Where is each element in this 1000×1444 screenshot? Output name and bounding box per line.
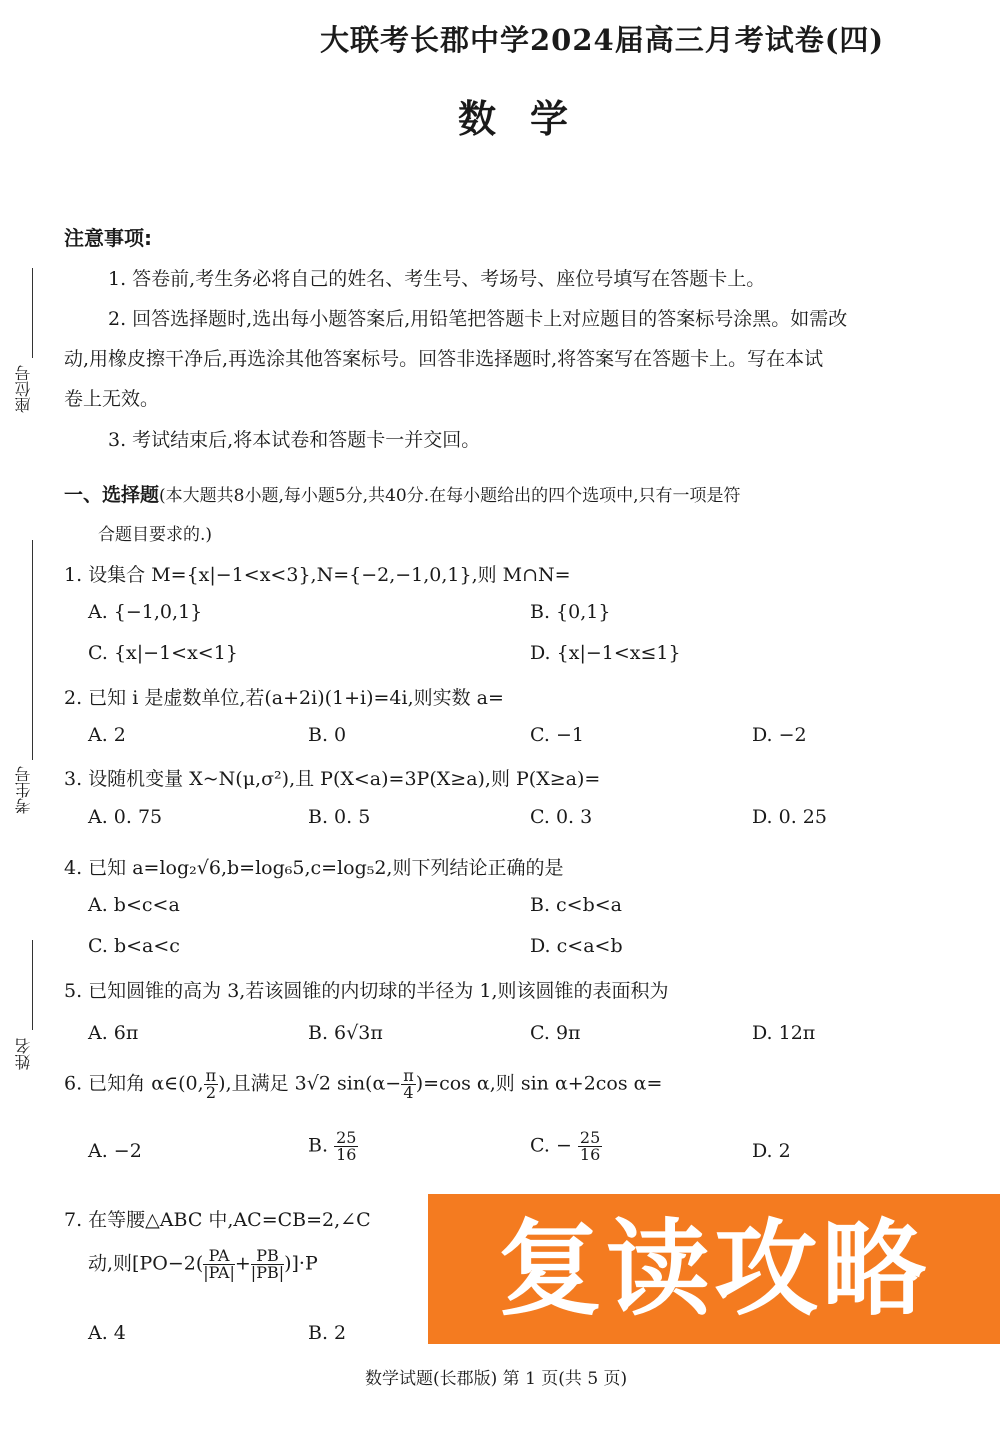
q6-option-b xyxy=(308,1130,358,1163)
frac-den: |PB| xyxy=(250,1263,285,1282)
q7-option-b: B. 2 xyxy=(308,1322,347,1344)
frac-den: 16 xyxy=(579,1145,601,1164)
q2-stem: 2. 已知 i 是虚数单位,若(a+2i)(1+i)=4i,则实数 a= xyxy=(64,687,504,709)
section-heading xyxy=(64,480,741,507)
q5-option-c: C. 9π xyxy=(530,1022,581,1044)
q1-option-b: B. {0,1} xyxy=(530,601,611,623)
q1-option-d: D. {x|−1<x≤1} xyxy=(530,642,681,664)
notice-item: 1. 答卷前,考生务必将自己的姓名、考生号、考场号、座位号填写在答题卡上。 xyxy=(108,268,766,290)
notice-item: 动,用橡皮擦干净后,再选涂其他答案标号。回答非选择题时,将答案写在答题卡上。写在本试 xyxy=(64,348,824,370)
q2-option-a: A. 2 xyxy=(88,724,126,746)
q7-frac-pb xyxy=(251,1248,284,1281)
q7-plus: + xyxy=(234,1252,251,1275)
q6-option-d: D. 2 xyxy=(752,1140,791,1162)
exam-no-label: 考生号 xyxy=(14,766,33,814)
name-label: 姓名 xyxy=(14,1038,33,1070)
notice-item: 卷上无效。 xyxy=(64,388,160,410)
notice-item: 3. 考试结束后,将本试卷和答题卡一并交回。 xyxy=(108,429,481,451)
name-line xyxy=(32,940,33,1030)
q5-option-a: A. 6π xyxy=(88,1022,139,1044)
q6-frac-pi-4 xyxy=(401,1068,416,1101)
q7-stem-line2 xyxy=(88,1248,318,1281)
q3-option-b: B. 0. 5 xyxy=(308,806,371,828)
watermark-banner xyxy=(428,1194,1000,1344)
frac-num: 25 xyxy=(336,1128,357,1147)
q4-option-c: C. b<a<c xyxy=(88,935,180,957)
q3-option-d: D. 0. 25 xyxy=(752,806,827,828)
frac-den: |PA| xyxy=(203,1263,235,1282)
section-desc-2: 合题目要求的.) xyxy=(98,525,213,545)
frac-num: π xyxy=(205,1066,217,1085)
frac-den: 16 xyxy=(336,1145,357,1164)
q6-frac-pi-2 xyxy=(204,1068,219,1101)
q1-option-a: A. {−1,0,1} xyxy=(88,601,203,623)
q6-stem-part: ),且满足 3√2 sin(α− xyxy=(218,1072,402,1095)
seat-line xyxy=(32,268,33,358)
frac-den: 4 xyxy=(403,1083,414,1102)
q7-stem: 7. 在等腰△ABC 中,AC=CB=2,∠C xyxy=(64,1209,371,1231)
notice-heading: 注意事项: xyxy=(64,226,152,250)
q5-stem: 5. 已知圆锥的高为 3,若该圆锥的内切球的半径为 1,则该圆锥的表面积为 xyxy=(64,980,669,1002)
q6-stem-part: )=cos α,则 sin α+2cos α= xyxy=(415,1072,663,1095)
q4-option-d: D. c<a<b xyxy=(530,935,623,957)
exam-title: 大联考长郡中学2024届高三月考试卷(四) xyxy=(320,23,885,57)
frac-num: PB xyxy=(251,1248,284,1265)
q6-stem xyxy=(64,1068,662,1101)
q7-part: 动,则[PO−2( xyxy=(88,1252,204,1275)
q7-option-a: A. 4 xyxy=(88,1322,126,1344)
q7-frac-pa xyxy=(203,1248,235,1281)
frac-num: 25 xyxy=(579,1128,601,1147)
q3-stem: 3. 设随机变量 X~N(μ,σ²),且 P(X<a)=3P(X≥a),则 P(X≥a)= xyxy=(64,768,601,790)
page-footer: 数学试题(长郡版) 第 1 页(共 5 页) xyxy=(365,1369,628,1389)
q6-option-a: A. −2 xyxy=(88,1140,142,1162)
q3-option-c: C. 0. 3 xyxy=(530,806,593,828)
q2-option-b: B. 0 xyxy=(308,724,347,746)
q7-part: )]·P xyxy=(284,1252,318,1275)
section-title: 一、选择题 xyxy=(64,484,160,506)
q4-option-a: A. b<c<a xyxy=(88,894,180,916)
q6-option-c xyxy=(530,1130,602,1163)
q4-stem: 4. 已知 a=log₂√6,b=log₆5,c=log₅2,则下列结论正确的是 xyxy=(64,857,564,879)
q3-option-a: A. 0. 75 xyxy=(88,806,163,828)
section-desc: (本大题共8小题,每小题5分,共40分.在每小题给出的四个选项中,只有一项是符 xyxy=(159,486,741,506)
watermark-text: 复读攻略 xyxy=(497,1208,930,1330)
q6-stem-part: 6. 已知角 α∈(0, xyxy=(64,1072,204,1095)
q5-option-d: D. 12π xyxy=(752,1022,816,1044)
q6-b-frac xyxy=(334,1130,358,1163)
seat-label: 座位号 xyxy=(14,365,33,413)
option-prefix: C. − xyxy=(530,1134,572,1157)
q4-option-b: B. c<b<a xyxy=(530,894,623,916)
q2-option-d: D. −2 xyxy=(752,724,807,746)
frac-num: PA xyxy=(203,1248,235,1265)
option-prefix: B. xyxy=(308,1134,329,1157)
q2-option-c: C. −1 xyxy=(530,724,584,746)
q6-c-frac xyxy=(578,1130,602,1163)
exam-no-line xyxy=(32,540,33,760)
q1-stem: 1. 设集合 M={x|−1<x<3},N={−2,−1,0,1},则 M∩N= xyxy=(64,564,571,586)
subject-title: 数学 xyxy=(458,97,603,141)
q1-option-c: C. {x|−1<x<1} xyxy=(88,642,238,664)
frac-den: 2 xyxy=(205,1083,216,1102)
q5-option-b: B. 6√3π xyxy=(308,1022,383,1044)
notice-item: 2. 回答选择题时,选出每小题答案后,用铅笔把答题卡上对应题目的答案标号涂黑。如需改 xyxy=(108,308,848,330)
frac-num: π xyxy=(403,1066,414,1085)
